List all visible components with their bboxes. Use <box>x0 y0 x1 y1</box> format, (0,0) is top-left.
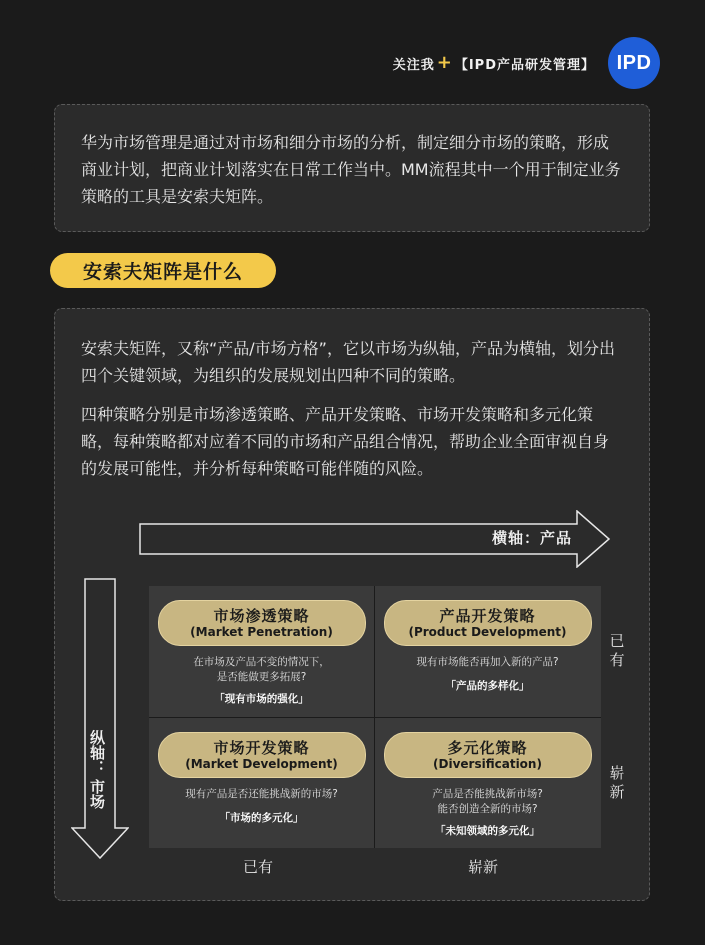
strategy-pill <box>158 600 366 646</box>
strategy-title-cn: 产品开发策略 <box>439 606 536 625</box>
column-label-new: 崭新 <box>468 858 499 876</box>
strategy-description <box>375 787 600 817</box>
strategy-summary: 「市场的多元化」 <box>219 812 304 824</box>
strategy-summary: 「现有市场的强化」 <box>214 693 309 705</box>
strategy-title-en: (Market Development) <box>185 756 338 771</box>
description-line: 是否能做更多拓展? <box>216 671 307 683</box>
ansoff-matrix <box>149 586 601 848</box>
follow-text: 关注我 <box>392 57 435 73</box>
strategy-summary: 「产品的多样化」 <box>445 680 530 692</box>
ipd-logo[interactable]: IPD <box>608 37 660 89</box>
vertical-axis-arrow <box>71 578 129 860</box>
strategy-description <box>375 655 600 670</box>
vertical-axis-label <box>82 730 112 809</box>
strategy-title-en: (Product Development) <box>408 624 567 639</box>
quadrant-product-development <box>375 586 600 717</box>
grid-divider-horizontal <box>149 717 601 718</box>
description-line: 能否创造全新的市场? <box>437 803 538 815</box>
section-title: 安索夫矩阵是什么 <box>50 253 276 288</box>
quadrant-market-development <box>149 718 374 849</box>
strategy-title-en: (Market Penetration) <box>190 624 333 639</box>
row-label-existing: 已有 <box>609 632 625 669</box>
account-name: 【IPD产品研发管理】 <box>454 57 595 73</box>
quadrant-diversification <box>375 718 600 849</box>
strategy-title-cn: 多元化策略 <box>447 738 528 757</box>
plus-icon: + <box>436 52 453 73</box>
strategy-summary: 「未知领域的多元化」 <box>435 825 540 837</box>
strategy-title-cn: 市场开发策略 <box>213 738 310 757</box>
intro-card <box>54 104 650 232</box>
vertical-axis-label-top: 纵轴： <box>88 730 106 775</box>
paragraph-strategies: 四种策略分别是市场渗透策略、产品开发策略、市场开发策略和多元化策略，每种策略都对应着不同的市场和产品组合情况，帮助企业全面审视自身的发展可能性，并分析每种策略可能伴随的风险。 <box>81 405 610 478</box>
column-label-existing: 已有 <box>243 858 274 876</box>
strategy-title-cn: 市场渗透策略 <box>213 606 310 625</box>
description-line: 产品是否能挑战新市场? <box>432 788 543 800</box>
strategy-pill <box>158 732 366 778</box>
strategy-pill <box>384 732 592 778</box>
description-line: 现有市场能否再加入新的产品? <box>416 656 559 668</box>
intro-text: 华为市场管理是通过对市场和细分市场的分析，制定细分市场的策略，形成商业计划，把商业计划落实在日常工作当中。MM流程其中一个用于制定业务策略的工具是安索夫矩阵。 <box>81 133 621 206</box>
account-header <box>393 50 595 76</box>
quadrant-market-penetration <box>149 586 374 717</box>
strategy-pill <box>384 600 592 646</box>
strategy-description <box>149 787 374 802</box>
strategy-description <box>149 655 374 685</box>
strategy-title-en: (Diversification) <box>433 756 542 771</box>
paragraph-definition: 安索夫矩阵，又称“产品/市场方格”，它以市场为纵轴，产品为横轴，划分出四个关键领域，为组织的发展规划出四种不同的策略。 <box>81 339 615 385</box>
row-label-new: 崭新 <box>609 764 625 801</box>
description-line: 现有产品是否还能挑战新的市场? <box>185 788 338 800</box>
horizontal-axis-label: 横轴：产品 <box>491 529 572 547</box>
description-line: 在市场及产品不变的情况下， <box>193 656 330 668</box>
vertical-axis-label-bottom: 市场 <box>88 779 106 809</box>
